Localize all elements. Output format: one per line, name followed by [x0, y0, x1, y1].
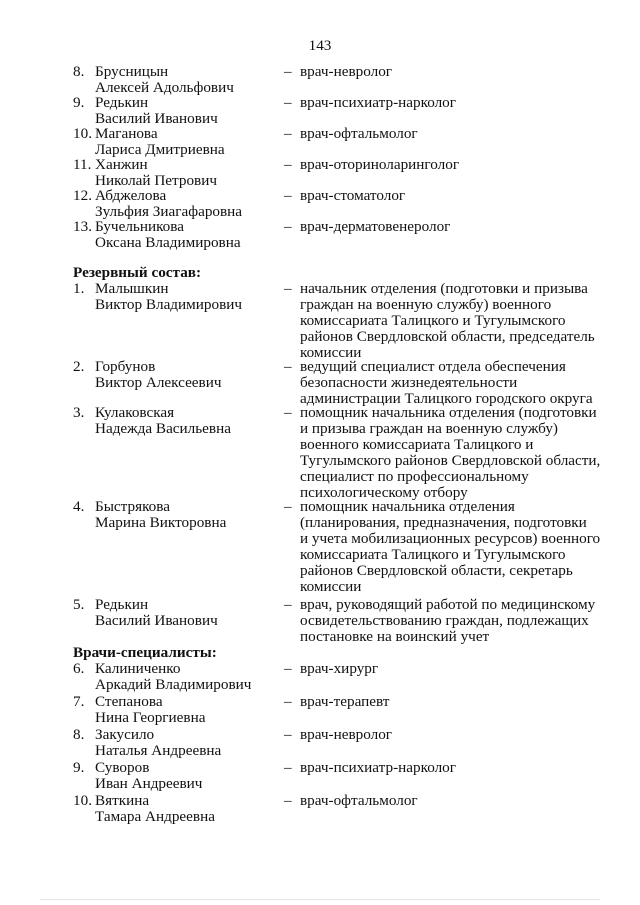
- item-number: 2.: [73, 358, 85, 375]
- role: врач-оториноларинголог: [300, 156, 460, 173]
- surname: Горбунов: [95, 358, 156, 375]
- surname: Редькин: [95, 596, 149, 613]
- surname: Закусило: [95, 726, 155, 743]
- given-name: Лариса Дмитриевна: [95, 141, 225, 158]
- role: врач-невролог: [300, 63, 393, 80]
- surname: Абджелова: [95, 187, 167, 204]
- dash: –: [284, 693, 292, 710]
- given-name: Виктор Алексеевич: [95, 374, 222, 391]
- given-name: Надежда Васильевна: [95, 420, 231, 437]
- surname: Брусницын: [95, 63, 169, 80]
- surname: Редькин: [95, 94, 149, 111]
- item-number: 4.: [73, 498, 85, 515]
- section-heading-doctors: Врачи-специалисты:: [73, 644, 217, 661]
- role: ведущий специалист отдела обеспечения безопасности жизнедеятельности администрации Талицкого городского округа: [300, 358, 593, 407]
- surname: Малышкин: [95, 280, 169, 297]
- given-name: Виктор Владимирович: [95, 296, 243, 313]
- role: врач-психиатр-нарколог: [300, 94, 456, 111]
- role: врач-стоматолог: [300, 187, 406, 204]
- item-number: 8.: [73, 726, 85, 743]
- dash: –: [284, 404, 292, 421]
- surname: Быстрякова: [95, 498, 170, 515]
- given-name: Оксана Владимировна: [95, 234, 241, 251]
- role: врач-хирург: [300, 660, 379, 677]
- given-name: Василий Иванович: [95, 110, 218, 127]
- dash: –: [284, 358, 292, 375]
- item-number: 12.: [73, 187, 92, 204]
- dash: –: [284, 156, 292, 173]
- role: врач-офтальмолог: [300, 792, 418, 809]
- item-number: 5.: [73, 596, 85, 613]
- surname: Маганова: [95, 125, 158, 142]
- given-name: Алексей Адольфович: [95, 79, 234, 96]
- item-number: 13.: [73, 218, 92, 235]
- item-number: 10.: [73, 125, 92, 142]
- section-heading-reserve: Резервный состав:: [73, 264, 202, 281]
- role: помощник начальника отделения (планирования, предназначения, подготовки и учета мобилизационных ресурсов) военного комиссариата Талицкого и Тугулымского районов Свердловской области, секретарь комиссии: [300, 498, 601, 595]
- surname: Бучельникова: [95, 218, 184, 235]
- dash: –: [284, 94, 292, 111]
- role: врач, руководящий работой по медицинскому освидетельствованию граждан, подлежащих постановке на воинский учет: [300, 596, 596, 645]
- dash: –: [284, 187, 292, 204]
- surname: Калиниченко: [95, 660, 181, 677]
- given-name: Иван Андреевич: [95, 775, 203, 792]
- given-name: Тамара Андреевна: [95, 808, 215, 825]
- item-number: 3.: [73, 404, 85, 421]
- dash: –: [284, 792, 292, 809]
- dash: –: [284, 63, 292, 80]
- given-name: Аркадий Владимирович: [95, 676, 252, 693]
- item-number: 1.: [73, 280, 85, 297]
- given-name: Николай Петрович: [95, 172, 217, 189]
- given-name: Василий Иванович: [95, 612, 218, 629]
- surname: Вяткина: [95, 792, 150, 809]
- item-number: 6.: [73, 660, 85, 677]
- dash: –: [284, 125, 292, 142]
- role: врач-психиатр-нарколог: [300, 759, 456, 776]
- role: врач-терапевт: [300, 693, 390, 710]
- given-name: Зульфия Зиагафаровна: [95, 203, 243, 220]
- dash: –: [284, 498, 292, 515]
- dash: –: [284, 726, 292, 743]
- item-number: 10.: [73, 792, 92, 809]
- given-name: Марина Викторовна: [95, 514, 227, 531]
- given-name: Нина Георгиевна: [95, 709, 206, 726]
- dash: –: [284, 759, 292, 776]
- scan-edge-line: [40, 899, 600, 900]
- dash: –: [284, 596, 292, 613]
- surname: Степанова: [95, 693, 163, 710]
- item-number: 7.: [73, 693, 85, 710]
- given-name: Наталья Андреевна: [95, 742, 222, 759]
- item-number: 8.: [73, 63, 85, 80]
- role: помощник начальника отделения (подготовки и призыва граждан на военную службу) военного комиссариата Талицкого и Тугулымского районов Свердловской области, специалист по профессиональному психологическому отбору: [300, 404, 601, 501]
- dash: –: [284, 280, 292, 297]
- dash: –: [284, 660, 292, 677]
- role: врач-дерматовенеролог: [300, 218, 451, 235]
- role: врач-невролог: [300, 726, 393, 743]
- surname: Суворов: [95, 759, 150, 776]
- role: врач-офтальмолог: [300, 125, 418, 142]
- item-number: 9.: [73, 759, 85, 776]
- page-number: 143: [308, 37, 332, 54]
- item-number: 11.: [73, 156, 92, 173]
- surname: Кулаковская: [95, 404, 175, 421]
- item-number: 9.: [73, 94, 85, 111]
- role: начальник отделения (подготовки и призыва граждан на военную службу) военного комиссариата Талицкого и Тугулымского районов Свердловской области, председатель комиссии: [300, 280, 595, 361]
- dash: –: [284, 218, 292, 235]
- surname: Ханжин: [95, 156, 148, 173]
